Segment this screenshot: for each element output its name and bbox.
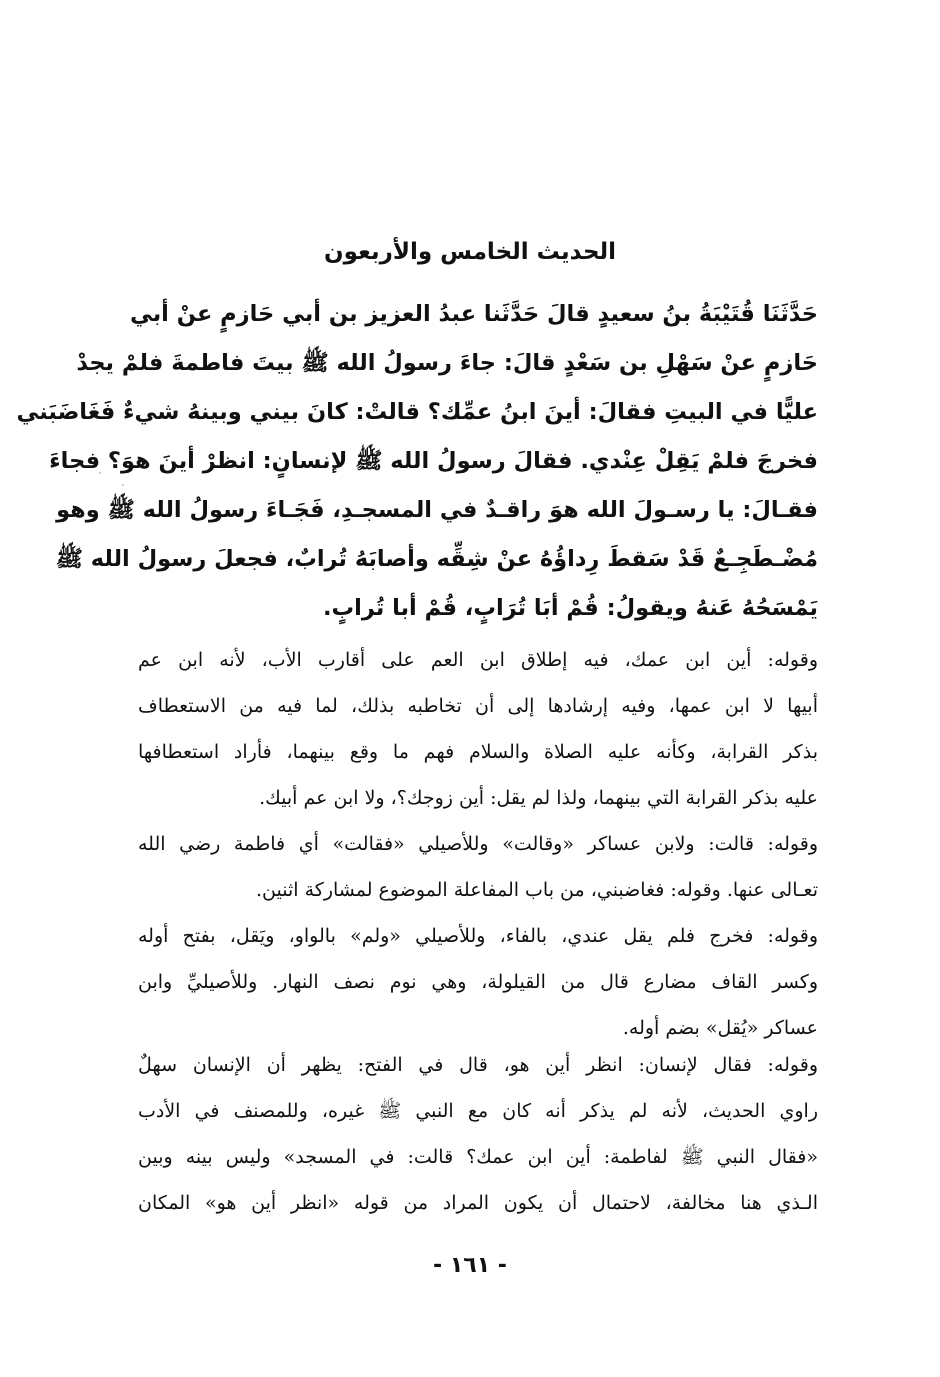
commentary-paragraph-2	[138, 1042, 818, 1226]
hadith-line: فخرجَ فلمْ يَقِلْ عِنْدي. فقالَ رسولُ الله ﷺ لإنسانٍ: انظرْ أينَ هوَ؟ فجاءَ	[49, 448, 818, 474]
commentary-line: أبيها لا ابن عمها، وفيه إرشادها إلى أن تخاطبه بذلك، لما فيه من الاستعطاف	[138, 695, 818, 717]
hadith-line: فقـالَ: يا رسـولَ الله هوَ راقـدٌ في المسجـدِ، فَجَـاءَ رسولُ الله ﷺ وهو	[56, 497, 818, 523]
hadith-line: حَازمٍ عنْ سَهْلِ بن سَعْدٍ قالَ: جاءَ رسولُ الله ﷺ بيتَ فاطمةَ فلمْ يجدْ	[76, 350, 818, 376]
commentary-line: وقوله: أين ابن عمك، فيه إطلاق ابن العم على أقارب الأب، لأنه ابن عم	[138, 649, 818, 671]
commentary-line: عليه بذكر القرابة التي بينهما، ولذا لم يقل: أين زوجك؟، ولا ابن عم أبيك.	[259, 787, 818, 809]
commentary-line: وقوله: فخرج فلم يقل عندي، بالفاء، وللأصيلي «ولم» بالواو، ويَقل، بفتح أوله	[138, 925, 818, 947]
commentary-line: راوي الحديث، لأنه لم يذكر أنه كان مع النبي ﷺ غيره، وللمصنف في الأدب	[138, 1100, 818, 1122]
commentary-paragraph-1	[138, 637, 818, 1051]
commentary-line: عساكر «يُقل» بضم أوله.	[622, 1017, 818, 1039]
commentary-line: الـذي هنا مخالفة، لاحتمال أن يكون المراد من قوله «انظر أين هو» المكان	[138, 1192, 818, 1214]
hadith-text	[16, 290, 818, 633]
commentary-line: وكسر القاف مضارع قال من القيلولة، وهي نوم نصف النهار. وللأصيليِّ وابن	[138, 971, 818, 993]
page-title: الحديث الخامس والأربعون	[323, 239, 617, 265]
commentary-line: تعـالى عنها. وقوله: فغاضبني، من باب المفاعلة الموضوع لمشاركة اثنين.	[256, 879, 818, 901]
hadith-line: حَدَّثَنَا قُتَيْبَةُ بنُ سعيدٍ قالَ حَدَّثَنا عبدُ العزيز بن أبي حَازمٍ عنْ أبي	[129, 301, 818, 327]
page-number: - ١٦١ -	[433, 1253, 507, 1278]
hadith-line: مُضْـطَجِـعٌ قَدْ سَقطَ رِداؤُهُ عنْ شِقِّه وأصابَهُ تُرابٌ، فجعلَ رسولُ الله ﷺ	[55, 546, 818, 572]
commentary-line: «فقال النبي ﷺ لفاطمة: أين ابن عمك؟ قالت: في المسجد» وليس بينه وبين	[138, 1146, 818, 1168]
commentary-line: وقوله: فقال لإنسان: انظر أين هو، قال في الفتح: يظهر أن الإنسان سهلٌ	[138, 1054, 818, 1076]
hadith-line: عليًّا في البيتِ فقالَ: أينَ ابنُ عمِّك؟ قالتْ: كانَ بيني وبينهُ شيءٌ فَغَاضَبَني	[16, 399, 818, 425]
commentary-line: وقوله: قالت: ولابن عساكر «وقالت» وللأصيلي «فقالت» أي فاطمة رضي الله	[138, 833, 818, 855]
commentary-line: بذكر القرابة، وكأنه عليه الصلاة والسلام فهم ما وقع بينهما، فأراد استعطافها	[138, 741, 818, 763]
hadith-line: يَمْسَحُهُ عَنهُ ويقولُ: قُمْ أبَا تُرَابٍ، قُمْ أبا تُرابٍ.	[322, 595, 818, 621]
